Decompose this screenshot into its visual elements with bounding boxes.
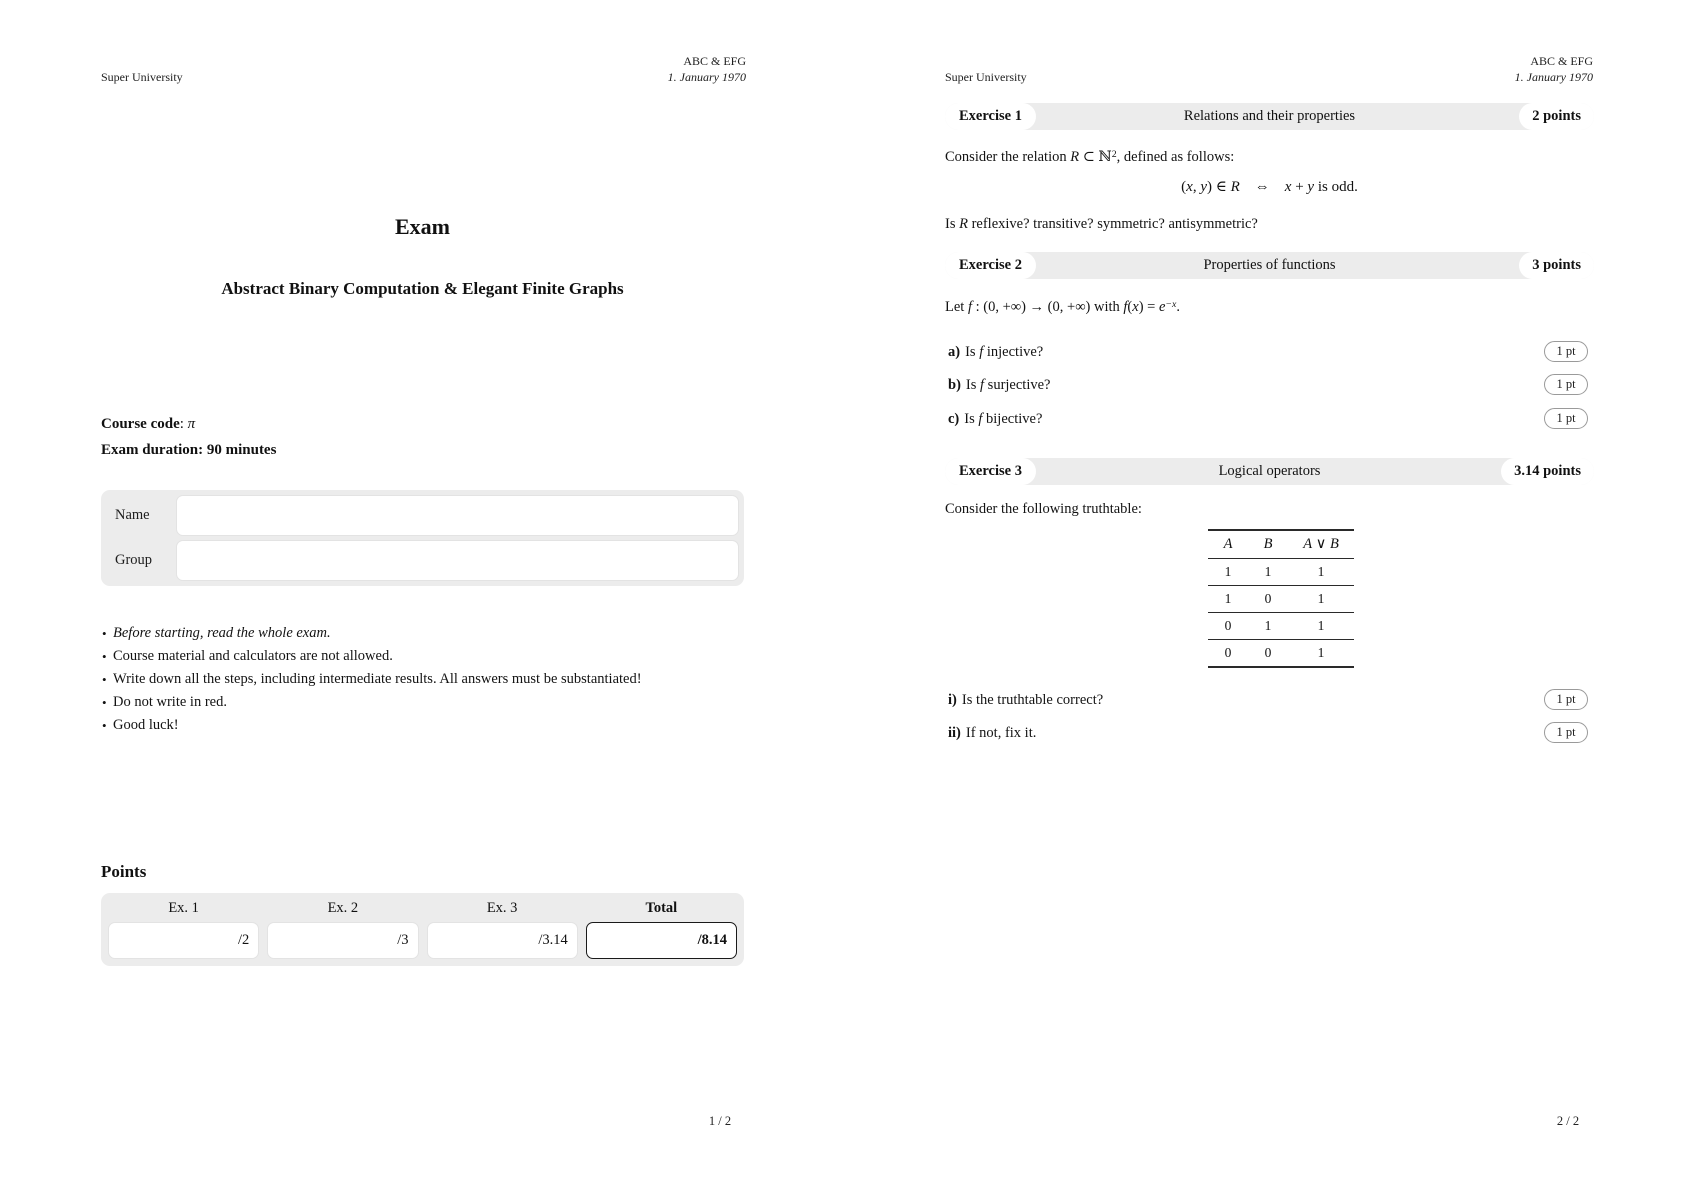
question-row-ii bbox=[948, 722, 1594, 744]
point-pill: 1 pt bbox=[1544, 722, 1588, 743]
course-code-label: Course code bbox=[101, 416, 180, 432]
exercise-2-points-pill: 3 points bbox=[1519, 252, 1594, 279]
truth-cell: 0 bbox=[1224, 645, 1232, 660]
instructions-list bbox=[101, 622, 701, 737]
exercise-1-intro: Consider the relation R ⊂ ℕ$^2$, defined as follows: bbox=[945, 148, 1235, 165]
name-input[interactable] bbox=[176, 495, 739, 536]
course-info-block bbox=[101, 411, 276, 463]
points-heading: Points bbox=[101, 862, 147, 881]
question-text: Is f injective? bbox=[965, 344, 1044, 360]
point-pill: 1 pt bbox=[1544, 374, 1588, 395]
student-info-panel bbox=[101, 490, 744, 586]
instruction-item: • Before starting, read the whole exam. bbox=[101, 622, 701, 645]
question-prefix: ii) bbox=[948, 725, 961, 741]
truth-table-row bbox=[1208, 559, 1354, 586]
instruction-item: • Good luck! bbox=[101, 714, 701, 737]
truth-table-header-row bbox=[1208, 530, 1354, 559]
exam-duration: Exam duration: 90 minutes bbox=[101, 442, 277, 458]
exercise-2-label-pill: Exercise 2 bbox=[945, 252, 1036, 279]
points-header-row bbox=[108, 895, 737, 922]
header-right-block bbox=[1515, 53, 1593, 85]
points-value-row bbox=[108, 922, 737, 959]
name-field-label: Name bbox=[115, 507, 150, 523]
instruction-item: • Write down all the steps, including intermediate results. All answers must be substantiated! bbox=[101, 668, 701, 691]
exercise-2-title: Properties of functions bbox=[1203, 257, 1336, 273]
points-table bbox=[101, 893, 744, 966]
question-text: Is f bijective? bbox=[964, 411, 1043, 427]
truth-table-row bbox=[1208, 586, 1354, 613]
truth-cell: 1 bbox=[1224, 591, 1232, 606]
name-row bbox=[106, 495, 739, 536]
points-cell-ex1: /2 bbox=[108, 922, 259, 959]
truth-cell: 1 bbox=[1224, 564, 1232, 579]
truth-table-row bbox=[1208, 613, 1354, 640]
question-row-c bbox=[948, 408, 1594, 430]
instruction-item: • Course material and calculators are not allowed. bbox=[101, 645, 701, 668]
question-prefix: c) bbox=[948, 411, 960, 427]
exercise-1-points-pill: 2 points bbox=[1519, 103, 1594, 130]
exam-title: Exam bbox=[395, 214, 450, 239]
question-prefix: b) bbox=[948, 377, 961, 393]
points-cell-ex2: /3 bbox=[267, 922, 418, 959]
truth-header-B: B bbox=[1263, 536, 1273, 552]
page-number: 2 / 2 bbox=[1556, 1114, 1580, 1128]
question-row-a bbox=[948, 341, 1594, 363]
exercise-3-bar bbox=[945, 458, 1594, 485]
exercise-2-intro: Let f : (0, +∞) → (0, +∞) with $f(x) = e^{-x}$. bbox=[945, 298, 1181, 315]
point-pill: 1 pt bbox=[1544, 689, 1588, 710]
header-date: 1. January 1970 bbox=[667, 70, 746, 84]
points-cell-ex3: /3.14 bbox=[427, 922, 578, 959]
group-input[interactable] bbox=[176, 540, 739, 581]
header-right-block bbox=[668, 53, 746, 85]
point-pill: 1 pt bbox=[1544, 341, 1588, 362]
university-name: Super University bbox=[101, 70, 183, 84]
exercise-1-equation: (x, y) ∈ R ⇔ x + y is odd. bbox=[1181, 179, 1358, 195]
truth-cell: 1 bbox=[1317, 591, 1325, 606]
truth-cell: 1 bbox=[1264, 618, 1272, 633]
course-code-value: : π bbox=[179, 416, 196, 432]
header-course-abbrev: ABC & EFG bbox=[1530, 54, 1593, 68]
question-row-i bbox=[948, 689, 1594, 711]
points-cell-total: /8.14 bbox=[586, 922, 737, 959]
header-date: 1. January 1970 bbox=[1514, 70, 1593, 84]
exercise-1-question: Is R reflexive? transitive? symmetric? antisymmetric? bbox=[945, 216, 1258, 232]
truth-cell: 0 bbox=[1264, 591, 1272, 606]
exercise-2-bar bbox=[945, 252, 1594, 279]
points-col-header-total: Total bbox=[645, 900, 678, 916]
question-row-b bbox=[948, 374, 1594, 396]
truth-header-AvB: A ∨ B bbox=[1303, 536, 1339, 552]
question-text: If not, fix it. bbox=[965, 725, 1037, 741]
exercise-3-intro: Consider the following truthtable: bbox=[945, 501, 1142, 517]
header-course-abbrev: ABC & EFG bbox=[683, 54, 746, 68]
truth-cell: 1 bbox=[1317, 618, 1325, 633]
group-row bbox=[106, 540, 739, 581]
exercise-1-bar bbox=[945, 103, 1594, 130]
truth-cell: 1 bbox=[1264, 564, 1272, 579]
exercise-3-points-pill: 3.14 points bbox=[1501, 458, 1594, 485]
truth-table bbox=[1208, 529, 1354, 668]
group-field-label: Group bbox=[115, 552, 153, 568]
exam-subtitle: Abstract Binary Computation & Elegant Finite Graphs bbox=[221, 279, 624, 298]
points-col-header: Ex. 2 bbox=[327, 900, 359, 916]
course-code-line bbox=[101, 411, 276, 437]
truth-cell: 1 bbox=[1317, 564, 1325, 579]
page-number: 1 / 2 bbox=[708, 1114, 732, 1128]
question-text: Is the truthtable correct? bbox=[961, 692, 1104, 708]
question-prefix: i) bbox=[948, 692, 957, 708]
exercise-3-label-pill: Exercise 3 bbox=[945, 458, 1036, 485]
university-name: Super University bbox=[945, 70, 1027, 84]
truth-cell: 1 bbox=[1317, 645, 1325, 660]
truth-table-row bbox=[1208, 640, 1354, 668]
exercise-1-label-pill: Exercise 1 bbox=[945, 103, 1036, 130]
points-col-header: Ex. 1 bbox=[168, 900, 199, 916]
truth-cell: 0 bbox=[1224, 618, 1232, 633]
question-text: Is f surjective? bbox=[965, 377, 1051, 393]
point-pill: 1 pt bbox=[1544, 408, 1588, 429]
truth-cell: 0 bbox=[1264, 645, 1272, 660]
exam-page-2 bbox=[842, 0, 1684, 1190]
exercise-1-title: Relations and their properties bbox=[1183, 108, 1356, 124]
points-col-header: Ex. 3 bbox=[486, 900, 518, 916]
truth-header-A: A bbox=[1223, 536, 1233, 552]
instruction-item: • Do not write in red. bbox=[101, 691, 701, 714]
exercise-3-title: Logical operators bbox=[1218, 463, 1321, 479]
question-prefix: a) bbox=[948, 344, 961, 360]
